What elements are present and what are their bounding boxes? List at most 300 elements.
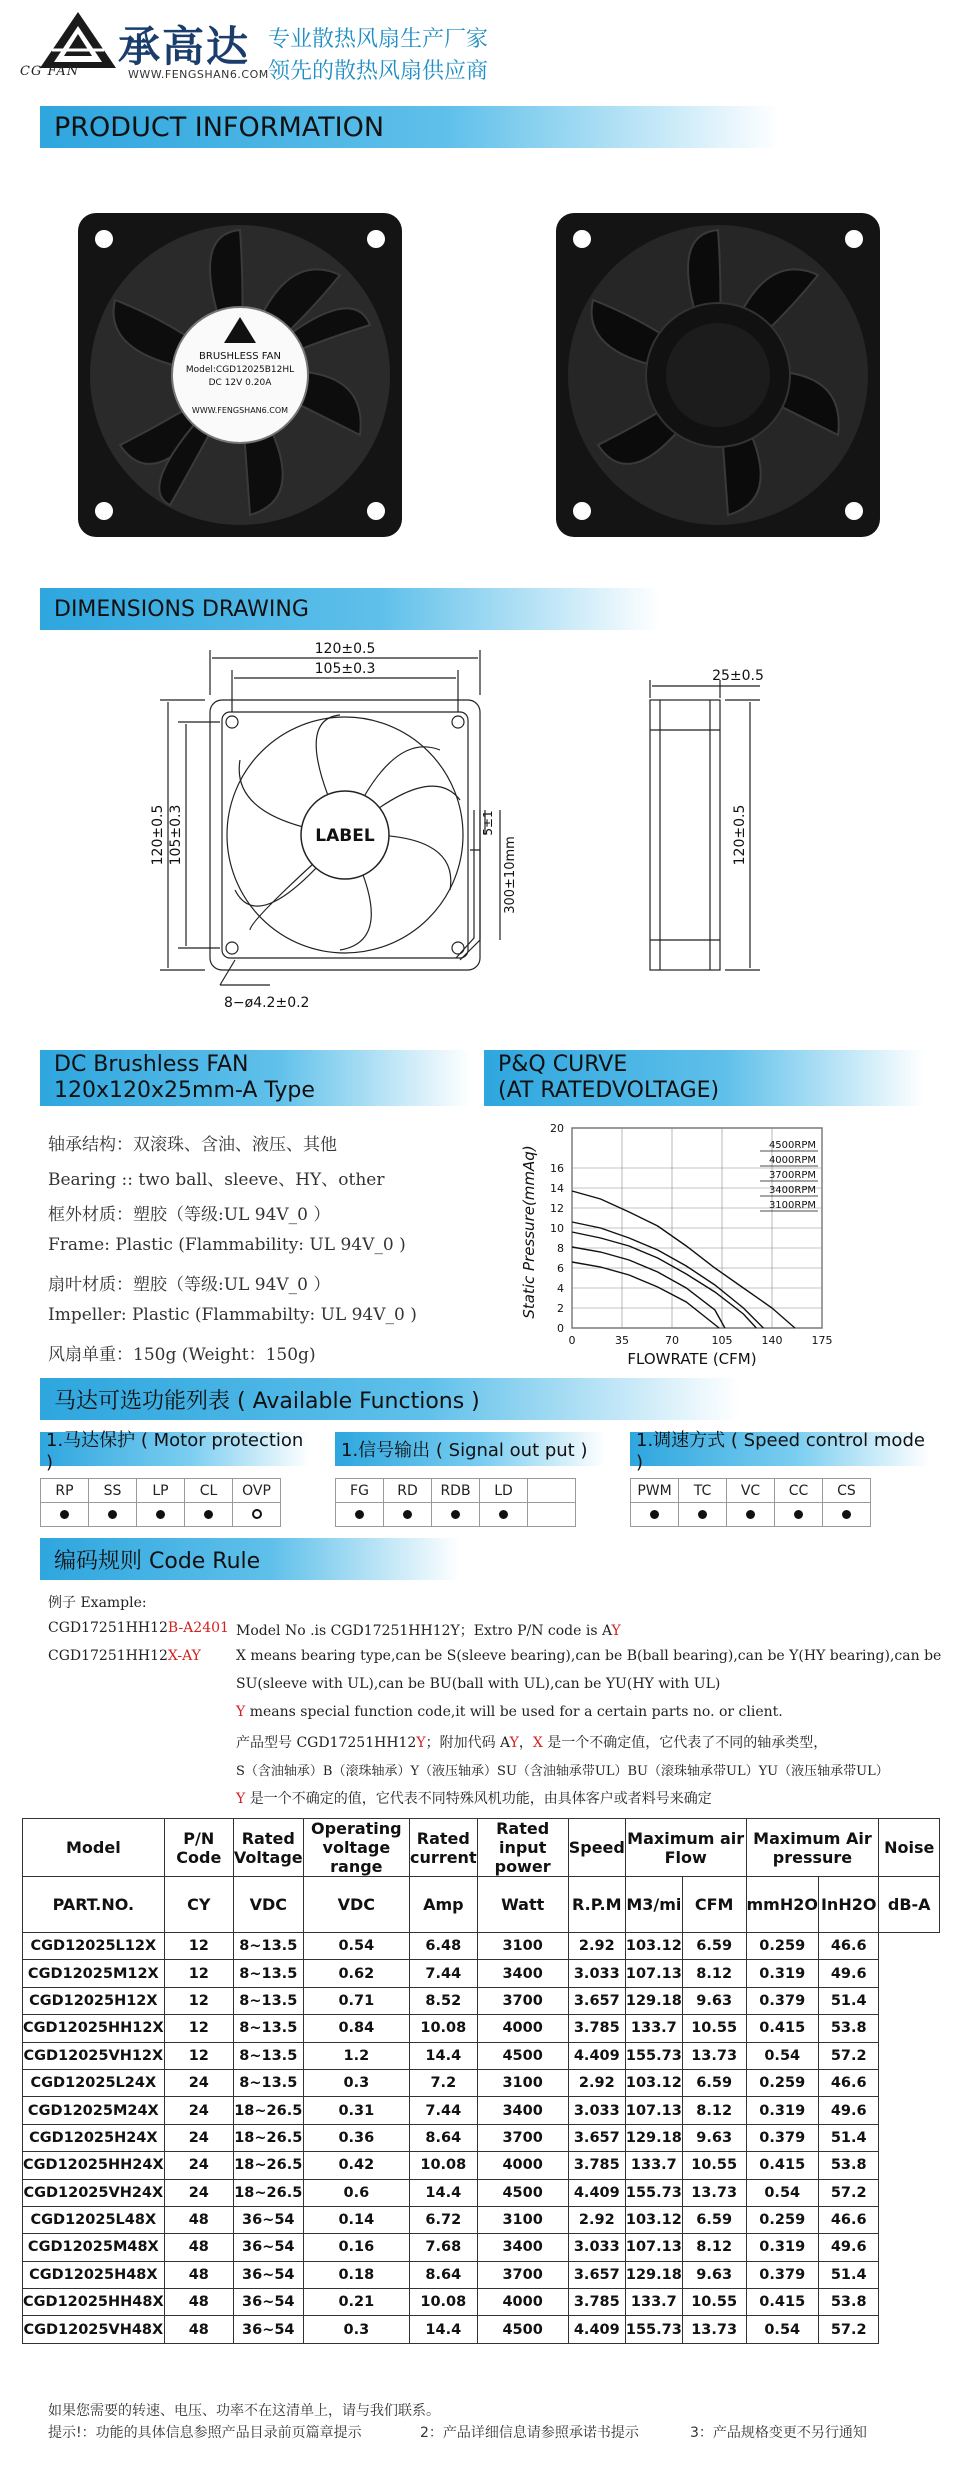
brand-cn: 承高达 [118, 22, 251, 71]
table-cell: 53.8 [818, 2152, 878, 2179]
table-cell: 0.54 [746, 2042, 818, 2069]
table-cell: 155.73 [625, 2042, 682, 2069]
table-row [23, 2069, 940, 2096]
table-cell: 13.73 [682, 2316, 746, 2343]
table-cell: 8.12 [682, 2234, 746, 2261]
fn-available-icon [746, 1510, 755, 1519]
cell-model: CGD12025L24X [23, 2069, 165, 2096]
cell-model: CGD12025H48X [23, 2261, 165, 2288]
table-cell: 24 [164, 2069, 233, 2096]
table-cell: 18~26.5 [233, 2179, 303, 2206]
fn-item: RD [384, 1479, 432, 1503]
table-cell: 48 [164, 2316, 233, 2343]
code-rule-line7: Y 是一个不确定的值，它代表不同特殊风机功能，由具体客户或者料号来确定 [236, 1791, 712, 1807]
table-cell: 10.55 [682, 2289, 746, 2316]
table-cell: 10.55 [682, 2152, 746, 2179]
code-example-2-desc: X means bearing type,can be S(sleeve bearing),can be B(ball bearing),can be Y(HY bearing),can be [236, 1648, 942, 1664]
fan-type-line1: DC Brushless FAN [54, 1052, 249, 1077]
fn-available-icon [650, 1510, 659, 1519]
table-cell: 0.21 [303, 2289, 409, 2316]
table-cell: 0.6 [303, 2179, 409, 2206]
table-cell: 103.12 [625, 2206, 682, 2233]
table-cell: 4.409 [568, 2179, 625, 2206]
table-cell: 3400 [477, 1960, 568, 1987]
fn-group-signal-table [335, 1478, 576, 1527]
fn-item: FG [336, 1479, 384, 1503]
table-cell: 46.6 [818, 1933, 878, 1960]
table-row [23, 2152, 940, 2179]
fn-group-speed-table [630, 1478, 871, 1527]
table-cell: 0.319 [746, 2097, 818, 2124]
fn-item: LP [137, 1479, 185, 1503]
fn-available-icon [499, 1510, 508, 1519]
fn-group-signal [335, 1432, 605, 1527]
table-cell: 0.42 [303, 2152, 409, 2179]
table-cell: 8.12 [682, 2097, 746, 2124]
code-rule-line5: 产品型号 CGD17251HH12Y；附加代码 AY，X 是一个不确定值，它代表了不同的轴承类型， [236, 1735, 828, 1751]
pq-xtick: 140 [761, 1334, 783, 1347]
spec-table [22, 1818, 940, 2344]
table-row [23, 2289, 940, 2316]
cell-model: CGD12025M24X [23, 2097, 165, 2124]
dim-height-inner: 105±0.3 [168, 804, 184, 866]
table-cell: 8~13.5 [233, 2042, 303, 2069]
spec-impeller-cn: 扇叶材质：塑胶（等级:UL 94V_0 ） [48, 1275, 331, 1295]
table-cell: 3700 [477, 2261, 568, 2288]
fn-group-motor-table [40, 1478, 281, 1527]
table-cell: 36~54 [233, 2316, 303, 2343]
brand-url[interactable]: WWW.FENGSHAN6.COM [128, 68, 269, 81]
fn-available-icon [451, 1510, 460, 1519]
pn-code-cell: CY [164, 1877, 233, 1933]
table-cell: 18~26.5 [233, 2124, 303, 2151]
pq-xtick: 35 [615, 1334, 629, 1347]
pq-series-line-4500RPM [572, 1191, 795, 1328]
table-cell: 0.379 [746, 2261, 818, 2288]
table-cell: 46.6 [818, 2069, 878, 2096]
table-row [23, 2261, 940, 2288]
table-cell: 0.259 [746, 2206, 818, 2233]
table-row [23, 1933, 940, 1960]
front-dimension-drawing [140, 640, 580, 1020]
cell-model: CGD12025VH12X [23, 2042, 165, 2069]
pq-ytick: 6 [557, 1262, 564, 1275]
table-cell: 0.62 [303, 1960, 409, 1987]
side-dimension-drawing [620, 640, 780, 1020]
th-rated-current: Rated current [410, 1819, 478, 1877]
table-cell: 51.4 [818, 2261, 878, 2288]
brand-en: CG FAN [20, 64, 80, 79]
section-code-rule: 编码规则 Code Rule [40, 1538, 460, 1580]
table-cell: 3400 [477, 2234, 568, 2261]
table-cell: 12 [164, 2042, 233, 2069]
cell-model: CGD12025H24X [23, 2124, 165, 2151]
unit: Amp [410, 1877, 478, 1933]
table-cell: 57.2 [818, 2179, 878, 2206]
unit-part-no: PART.NO. [23, 1877, 165, 1933]
code-example-1-desc: Model No .is CGD17251HH12Y；Extro P/N code is AY [236, 1623, 621, 1639]
cell-model: CGD12025VH24X [23, 2179, 165, 2206]
table-cell: 0.54 [746, 2179, 818, 2206]
table-row [23, 1987, 940, 2014]
code-rule-line3: SU(sleeve with UL),can be BU(ball with UL),can be YU(HY with UL) [236, 1676, 721, 1692]
dim-width-outer: 120±0.5 [314, 641, 376, 657]
table-cell: 107.13 [625, 2097, 682, 2124]
table-cell: 48 [164, 2261, 233, 2288]
table-cell: 133.7 [625, 2015, 682, 2042]
table-cell: 36~54 [233, 2261, 303, 2288]
table-cell: 0.84 [303, 2015, 409, 2042]
table-cell: 57.2 [818, 2042, 878, 2069]
table-cell: 7.68 [410, 2234, 478, 2261]
table-cell: 0.16 [303, 2234, 409, 2261]
table-cell: 0.3 [303, 2316, 409, 2343]
table-cell: 13.73 [682, 2179, 746, 2206]
table-cell: 3700 [477, 1987, 568, 2014]
fn-item: SS [89, 1479, 137, 1503]
table-cell: 3.657 [568, 2261, 625, 2288]
table-cell: 6.59 [682, 2206, 746, 2233]
cell-model: CGD12025VH48X [23, 2316, 165, 2343]
table-cell: 107.13 [625, 1960, 682, 1987]
fn-group-speed-title: 1.调速方式 ( Speed control mode ) [630, 1432, 930, 1466]
fn-group-motor [40, 1429, 310, 1527]
pq-xtick: 0 [568, 1334, 576, 1347]
table-cell: 0.3 [303, 2069, 409, 2096]
th-air-flow: Maximum air Flow [625, 1819, 746, 1877]
section-product-info: PRODUCT INFORMATION [40, 106, 780, 148]
pq-series-line-3700RPM [572, 1232, 756, 1328]
th-rated-power: Rated input power [477, 1819, 568, 1877]
table-cell: 6.48 [410, 1933, 478, 1960]
section-dimensions: DIMENSIONS DRAWING [40, 588, 660, 630]
table-cell: 49.6 [818, 2097, 878, 2124]
cell-model: CGD12025M48X [23, 2234, 165, 2261]
fn-group-speed [630, 1429, 930, 1527]
pq-ytick: 4 [557, 1282, 564, 1295]
dim-label: LABEL [315, 826, 375, 846]
pq-ytick: 14 [550, 1182, 564, 1195]
fn-available-icon [842, 1510, 851, 1519]
table-cell: 12 [164, 1960, 233, 1987]
table-row [23, 2097, 940, 2124]
th-speed: Speed [568, 1819, 625, 1877]
table-cell: 12 [164, 1987, 233, 2014]
pq-legend-entry: 4500RPM [768, 1140, 816, 1151]
dim-depth: 25±0.5 [712, 668, 764, 684]
table-cell: 48 [164, 2289, 233, 2316]
table-cell: 0.14 [303, 2206, 409, 2233]
pq-series-line-3100RPM [572, 1262, 719, 1328]
table-cell: 0.54 [746, 2316, 818, 2343]
pq-legend-entry: 3400RPM [768, 1185, 816, 1196]
table-cell: 0.54 [303, 1933, 409, 1960]
dim-strip: 5±1 [481, 810, 495, 836]
table-cell: 9.63 [682, 2124, 746, 2151]
pq-ytick: 8 [557, 1242, 564, 1255]
unit: mmH2O [746, 1877, 818, 1933]
table-cell: 155.73 [625, 2179, 682, 2206]
pq-ytick: 10 [550, 1222, 564, 1235]
table-cell: 48 [164, 2206, 233, 2233]
footer-note-3: 3：产品规格变更不另行通知 [690, 2425, 867, 2441]
fn-available-icon [794, 1510, 803, 1519]
fan-photo-back [548, 205, 888, 545]
table-cell: 0.415 [746, 2152, 818, 2179]
table-cell: 129.18 [625, 2124, 682, 2151]
table-cell: 4500 [477, 2316, 568, 2343]
pq-xtick: 70 [665, 1334, 679, 1347]
fan-label-line2: Model:CGD12025B12HL [185, 365, 295, 375]
table-cell: 9.63 [682, 2261, 746, 2288]
fn-group-motor-title: 1.马达保护 ( Motor protection ) [40, 1432, 310, 1466]
pq-legend-entry: 3700RPM [768, 1170, 816, 1181]
table-cell: 14.4 [410, 2042, 478, 2069]
table-cell: 46.6 [818, 2206, 878, 2233]
table-cell: 4000 [477, 2152, 568, 2179]
table-row [23, 2015, 940, 2042]
fn-item: RDB [432, 1479, 480, 1503]
table-cell: 36~54 [233, 2289, 303, 2316]
table-row [23, 2206, 940, 2233]
table-cell: 51.4 [818, 1987, 878, 2014]
fan-photo-front [70, 205, 410, 545]
code-rule-line4: Y means special function code,it will be used for a certain parts no. or client. [236, 1704, 783, 1720]
table-cell: 18~26.5 [233, 2152, 303, 2179]
table-cell: 4.409 [568, 2316, 625, 2343]
table-cell: 12 [164, 1933, 233, 1960]
section-pq-curve [484, 1050, 924, 1106]
dim-height-outer: 120±0.5 [150, 804, 166, 866]
table-cell: 133.7 [625, 2152, 682, 2179]
table-cell: 7.44 [410, 2097, 478, 2124]
code-example-label: 例子 Example: [48, 1595, 147, 1611]
cell-model: CGD12025HH12X [23, 2015, 165, 2042]
table-cell: 53.8 [818, 2015, 878, 2042]
fn-item: OVP [233, 1479, 281, 1503]
table-row [23, 2316, 940, 2343]
table-cell: 24 [164, 2179, 233, 2206]
table-cell: 107.13 [625, 2234, 682, 2261]
table-cell: 48 [164, 2234, 233, 2261]
table-cell: 4000 [477, 2015, 568, 2042]
table-cell: 2.92 [568, 2069, 625, 2096]
table-cell: 4500 [477, 2042, 568, 2069]
pq-ytick: 0 [557, 1322, 564, 1335]
fn-item: PWM [631, 1479, 679, 1503]
pq-series [572, 1191, 795, 1328]
pq-line2: (AT RATEDVOLTAGE) [498, 1078, 720, 1103]
table-cell: 0.319 [746, 1960, 818, 1987]
table-cell: 0.319 [746, 2234, 818, 2261]
pq-xtick: 175 [811, 1334, 833, 1347]
cell-model: CGD12025H12X [23, 1987, 165, 2014]
pq-line1: P&Q CURVE [498, 1052, 628, 1077]
table-row [23, 2124, 940, 2151]
fn-item: LD [480, 1479, 528, 1503]
unit: VDC [303, 1877, 409, 1933]
th-rated-voltage: Rated Voltage [233, 1819, 303, 1877]
table-cell: 129.18 [625, 1987, 682, 2014]
fn-group-signal-title: 1.信号输出 ( Signal out put ) [335, 1432, 605, 1466]
table-cell: 3100 [477, 1933, 568, 1960]
fn-available-icon [698, 1510, 707, 1519]
table-cell: 8.64 [410, 2261, 478, 2288]
code-rule-line6: S（含油轴承）B（滚珠轴承）Y（液压轴承）SU（含油轴承带UL）BU（滚珠轴承带UL）YU（液压轴承带UL） [236, 1764, 889, 1779]
table-cell: 49.6 [818, 1960, 878, 1987]
cell-model: CGD12025HH24X [23, 2152, 165, 2179]
table-cell: 4000 [477, 2289, 568, 2316]
fn-item: CL [185, 1479, 233, 1503]
pq-legend [760, 1140, 818, 1211]
dim-width-inner: 105±0.3 [314, 661, 376, 677]
pq-ylabel: Static Pressure(mmAq) [520, 1145, 538, 1319]
table-cell: 133.7 [625, 2289, 682, 2316]
th-operating-range: Operating voltage range [303, 1819, 409, 1877]
table-cell: 0.31 [303, 2097, 409, 2124]
unit: VDC [233, 1877, 303, 1933]
table-row [23, 1960, 940, 1987]
table-cell: 49.6 [818, 2234, 878, 2261]
fan-type-line2: 120x120x25mm-A Type [54, 1078, 315, 1103]
dim-holes: 8−ø4.2±0.2 [224, 995, 310, 1011]
slogan-2: 领先的散热风扇供应商 [268, 59, 489, 84]
slogan-1: 专业散热风扇生产厂家 [268, 27, 489, 52]
table-cell: 8.12 [682, 1960, 746, 1987]
table-cell: 6.59 [682, 2069, 746, 2096]
table-cell: 103.12 [625, 2069, 682, 2096]
cell-model: CGD12025L48X [23, 2206, 165, 2233]
dim-side-height: 120±0.5 [732, 804, 748, 866]
table-cell: 3700 [477, 2124, 568, 2151]
table-cell: 1.2 [303, 2042, 409, 2069]
table-cell: 155.73 [625, 2316, 682, 2343]
spec-impeller-en: Impeller: Plastic (Flammabilty: UL 94V_0 ) [48, 1305, 417, 1325]
table-cell: 57.2 [818, 2316, 878, 2343]
table-cell: 3.785 [568, 2152, 625, 2179]
unit: M3/mi [625, 1877, 682, 1933]
table-cell: 0.259 [746, 1933, 818, 1960]
table-row [23, 2234, 940, 2261]
code-example-2: CGD17251HH12X-AY [48, 1648, 201, 1664]
fn-available-icon [204, 1510, 213, 1519]
fn-item: VC [727, 1479, 775, 1503]
footer-contact-note: 如果您需要的转速、电压、功率不在这清单上，请与我们联系。 [48, 2403, 440, 2419]
table-cell: 8~13.5 [233, 1933, 303, 1960]
table-cell: 0.415 [746, 2289, 818, 2316]
table-cell: 6.59 [682, 1933, 746, 1960]
table-cell: 8.52 [410, 1987, 478, 2014]
table-cell: 0.71 [303, 1987, 409, 2014]
pq-xtick: 105 [711, 1334, 733, 1347]
table-cell: 3.033 [568, 2097, 625, 2124]
fn-available-icon [60, 1510, 69, 1519]
th-noise: Noise [879, 1819, 940, 1877]
table-cell: 3.657 [568, 2124, 625, 2151]
table-cell: 8~13.5 [233, 2069, 303, 2096]
table-cell: 0.18 [303, 2261, 409, 2288]
cell-model: CGD12025M12X [23, 1960, 165, 1987]
table-cell: 10.55 [682, 2015, 746, 2042]
pq-xlabel: FLOWRATE (CFM) [627, 1350, 757, 1368]
pq-ytick: 12 [550, 1202, 564, 1215]
table-cell: 3.785 [568, 2289, 625, 2316]
table-cell: 53.8 [818, 2289, 878, 2316]
unit: CFM [682, 1877, 746, 1933]
fn-item: TC [679, 1479, 727, 1503]
table-cell: 4500 [477, 2179, 568, 2206]
table-cell: 8~13.5 [233, 2015, 303, 2042]
table-cell: 9.63 [682, 1987, 746, 2014]
pq-series-line-3400RPM [572, 1247, 725, 1328]
table-cell: 7.2 [410, 2069, 478, 2096]
pq-ytick: 16 [550, 1162, 564, 1175]
fan-label-line1: BRUSHLESS FAN [199, 351, 281, 362]
table-cell: 8~13.5 [233, 1960, 303, 1987]
table-cell: 10.08 [410, 2152, 478, 2179]
unit: dB-A [879, 1877, 940, 1933]
spec-frame-en: Frame: Plastic (Flammability: UL 94V_0 ) [48, 1235, 406, 1255]
table-cell: 14.4 [410, 2179, 478, 2206]
unit: R.P.M [568, 1877, 625, 1933]
cell-model: CGD12025HH48X [23, 2289, 165, 2316]
fn-available-icon [403, 1510, 412, 1519]
table-cell: 18~26.5 [233, 2097, 303, 2124]
table-cell: 3.785 [568, 2015, 625, 2042]
table-cell: 4.409 [568, 2042, 625, 2069]
table-cell: 0.415 [746, 2015, 818, 2042]
fn-item: CS [823, 1479, 871, 1503]
fn-available-icon [108, 1510, 117, 1519]
table-cell: 36~54 [233, 2234, 303, 2261]
table-cell: 0.379 [746, 2124, 818, 2151]
table-cell: 8~13.5 [233, 1987, 303, 2014]
fan-label-line3: DC 12V 0.20A [208, 378, 272, 388]
footer-note-2: 2：产品详细信息请参照承诺书提示 [420, 2425, 639, 2441]
code-example-1: CGD17251HH12B-A2401 [48, 1620, 229, 1636]
table-cell: 13.73 [682, 2042, 746, 2069]
table-cell: 7.44 [410, 1960, 478, 1987]
fn-available-icon [355, 1510, 364, 1519]
pq-chart [512, 1120, 842, 1370]
unit: Watt [477, 1877, 568, 1933]
fn-optional-icon [252, 1509, 262, 1519]
table-cell: 3.033 [568, 1960, 625, 1987]
table-cell: 10.08 [410, 2289, 478, 2316]
spec-table-body [23, 1933, 940, 2344]
th-air-pressure: Maximum Air pressure [746, 1819, 879, 1877]
table-cell: 0.379 [746, 1987, 818, 2014]
pq-legend-entry: 4000RPM [768, 1155, 816, 1166]
unit: InH2O [818, 1877, 878, 1933]
table-cell: 36~54 [233, 2206, 303, 2233]
table-row [23, 2179, 940, 2206]
table-cell: 3400 [477, 2097, 568, 2124]
logo-mark [38, 10, 118, 72]
section-fan-type [40, 1050, 470, 1106]
table-cell: 0.36 [303, 2124, 409, 2151]
spec-bearing-cn: 轴承结构：双滚珠、含油、液压、其他 [48, 1135, 337, 1155]
table-cell: 14.4 [410, 2316, 478, 2343]
table-cell: 3.657 [568, 1987, 625, 2014]
footer-note-1: 提示!：功能的具体信息参照产品目录前页篇章提示 [48, 2425, 362, 2441]
table-cell: 3100 [477, 2206, 568, 2233]
table-row [23, 2042, 940, 2069]
table-cell: 24 [164, 2152, 233, 2179]
table-cell: 0.259 [746, 2069, 818, 2096]
fn-item: RP [41, 1479, 89, 1503]
table-cell: 12 [164, 2015, 233, 2042]
